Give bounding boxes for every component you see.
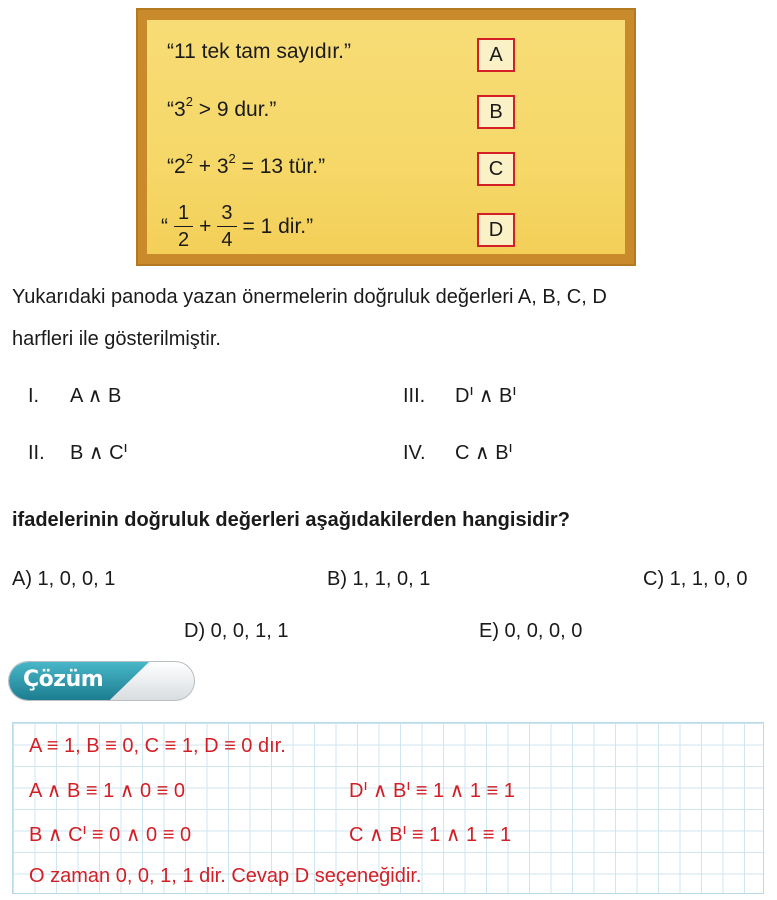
- frac2-den: 4: [221, 229, 233, 251]
- item-2-expression: B ∧ Cᑊ: [70, 442, 128, 464]
- statement-4: [161, 203, 313, 250]
- option-c[interactable]: C) 1, 1, 0, 0: [643, 568, 748, 590]
- item-3-expression: Dᑊ ∧ Bᑊ: [455, 385, 517, 407]
- solution-badge-label: Çözüm: [23, 667, 104, 692]
- item-4: [403, 440, 512, 465]
- solution-line-3-right: C ∧ Bᑊ ≡ 1 ∧ 1 ≡ 1: [349, 824, 512, 846]
- item-4-expression: C ∧ Bᑊ: [455, 442, 513, 464]
- item-2: [28, 440, 127, 465]
- s2-pre: “3: [167, 98, 186, 121]
- s3-c: = 13 tür.”: [235, 155, 326, 178]
- label-box-d: D: [477, 213, 515, 247]
- statement-2: [167, 94, 277, 122]
- s2-post: > 9 dur.”: [192, 98, 277, 121]
- s3-a-exp: 2: [185, 151, 193, 166]
- frac1-den: 2: [178, 229, 190, 251]
- item-1-number: I.: [28, 385, 40, 407]
- s4-open: “: [161, 214, 168, 238]
- solution-line-4: O zaman 0, 0, 1, 1 dir. Cevap D seçeneğidir.: [29, 865, 422, 887]
- solution-grid: [12, 722, 764, 894]
- s3-b-exp: 2: [228, 151, 236, 166]
- label-box-a: A: [477, 38, 515, 72]
- fraction-three-quarters: [217, 203, 236, 250]
- option-e[interactable]: E) 0, 0, 0, 0: [479, 620, 583, 642]
- item-4-number: IV.: [403, 442, 426, 464]
- statement-1: “11 tek tam sayıdır.”: [167, 40, 352, 63]
- s3-b: + 3: [192, 155, 229, 178]
- question-text: ifadelerinin doğruluk değerleri aşağıdakilerden hangisidir?: [12, 509, 570, 531]
- solution-line-3-left: B ∧ Cᑊ ≡ 0 ∧ 0 ≡ 0: [29, 824, 192, 846]
- solution-line-1: A ≡ 1, B ≡ 0, C ≡ 1, D ≡ 0 dır.: [29, 735, 286, 757]
- statement-board: [136, 8, 636, 266]
- item-1: [28, 383, 121, 408]
- solution-line-2-right: Dᑊ ∧ Bᑊ ≡ 1 ∧ 1 ≡ 1: [349, 780, 515, 802]
- label-box-b: B: [477, 95, 515, 129]
- intro-line-2: harfleri ile gösterilmiştir.: [12, 328, 221, 350]
- s3-a: “2: [167, 155, 186, 178]
- label-box-c: C: [477, 152, 515, 186]
- item-1-expression: A ∧ B: [70, 385, 122, 407]
- frac1-num: 1: [174, 203, 193, 227]
- statement-3: [167, 151, 326, 179]
- frac2-num: 3: [217, 203, 236, 227]
- intro-line-1: Yukarıdaki panoda yazan önermelerin doğruluk değerleri A, B, C, D: [12, 286, 607, 308]
- s4-rest: = 1 dir.”: [242, 214, 314, 238]
- option-b[interactable]: B) 1, 1, 0, 1: [327, 568, 431, 590]
- solution-badge: [8, 661, 195, 701]
- s4-plus: +: [199, 214, 212, 238]
- solution-line-2-left: A ∧ B ≡ 1 ∧ 0 ≡ 0: [29, 780, 186, 802]
- fraction-one-half: [174, 203, 193, 250]
- item-2-number: II.: [28, 442, 45, 464]
- statement-board-panel: [147, 20, 625, 254]
- option-a[interactable]: A) 1, 0, 0, 1: [12, 568, 116, 590]
- item-3-number: III.: [403, 385, 426, 407]
- item-3: [403, 383, 516, 408]
- option-d[interactable]: D) 0, 0, 1, 1: [184, 620, 289, 642]
- s2-exp: 2: [185, 94, 193, 109]
